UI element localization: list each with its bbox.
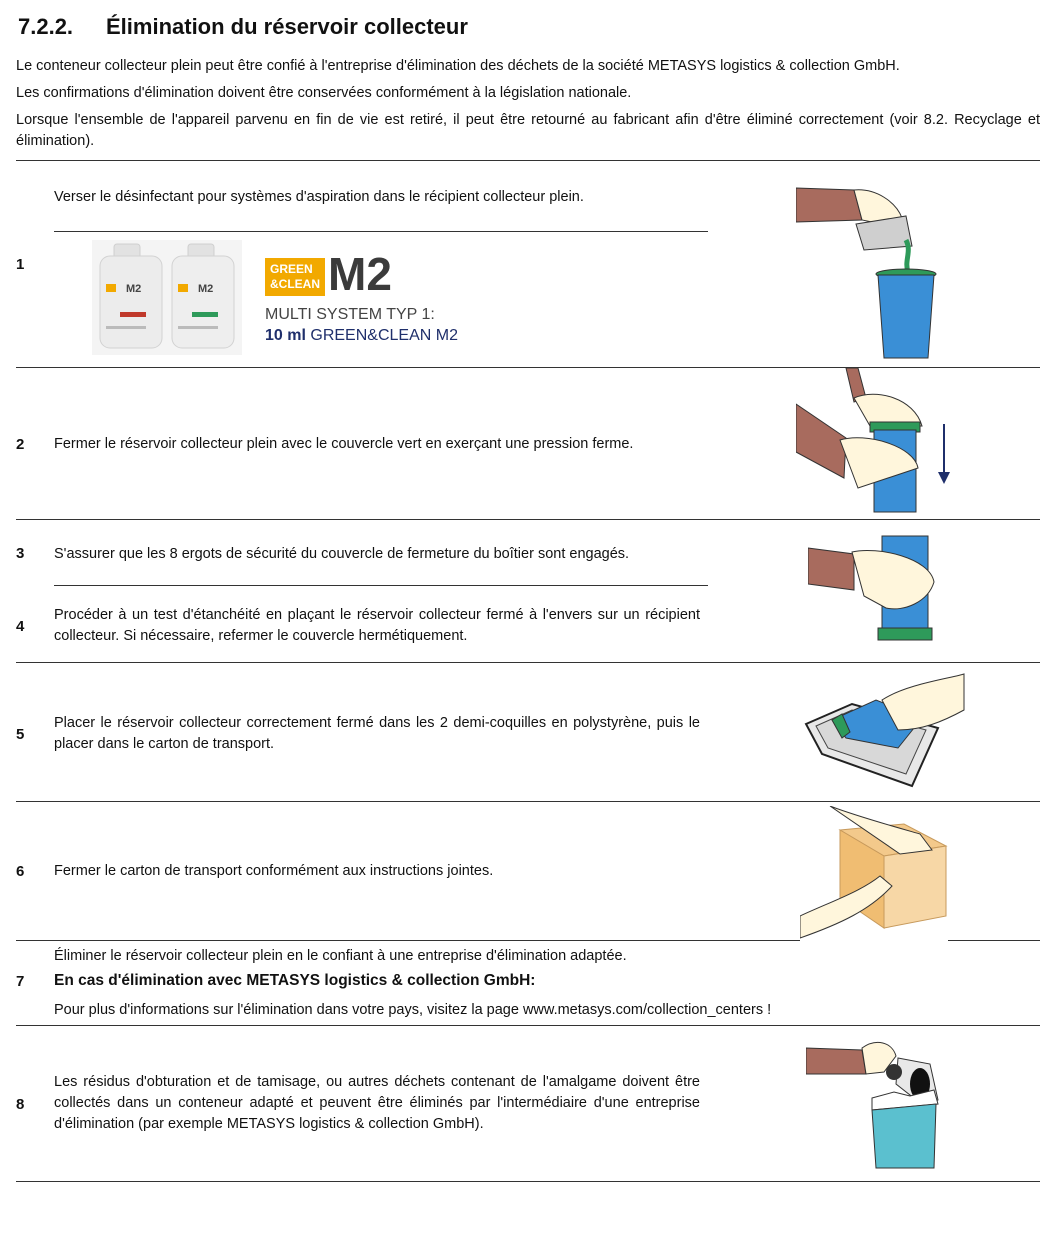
dose-name: GREEN&CLEAN M2: [310, 327, 458, 344]
step-6-text: Fermer le carton de transport conformément aux instructions jointes.: [54, 863, 494, 879]
step-1-text: Verser le désinfectant pour systèmes d'aspiration dans le récipient collecteur plein.: [54, 189, 584, 205]
divider: [16, 940, 800, 941]
leak-test-illustration: [808, 532, 938, 644]
dose-amount: 10 ml: [265, 327, 306, 344]
step-3-number: 3: [16, 545, 25, 562]
section-title-text: Élimination du réservoir collecteur: [106, 14, 468, 39]
step-4-number: 4: [16, 618, 25, 635]
bottle-1-label: M2: [126, 283, 142, 295]
step-3-text: S'assurer que les 8 ergots de sécurité du couvercle de fermeture du boîtier sont engagés.: [54, 546, 630, 562]
amalgam-waste-illustration: [806, 1034, 946, 1172]
step-2-number: 2: [16, 436, 25, 453]
pour-disinfectant-illustration: [796, 180, 946, 360]
green-clean-badge: [265, 258, 325, 296]
step-5-number: 5: [16, 726, 25, 743]
step-5-text: Placer le réservoir collecteur correctement fermé dans les 2 demi-coquilles en polystyrène, puis le placer dans le carton de transport.: [54, 715, 700, 752]
intro-paragraph-3: Lorsque l'ensemble de l'appareil parvenu en fin de vie est retiré, il peut être retourné au fabricant afin d'être éliminé correctement (voir 8.2. Recyclage et élimination).: [16, 112, 1040, 149]
close-lid-illustration: [796, 368, 956, 516]
step-2-text: Fermer le réservoir collecteur plein avec le couvercle vert en exerçant une pression ferme.: [54, 436, 634, 452]
step-7-extra-text: Pour plus d'informations sur l'élimination dans votre pays, visitez la page www.metasys.com/collection_centers !: [54, 1002, 772, 1018]
close-carton-illustration: [800, 806, 950, 940]
step-4-text: Procéder à un test d'étanchéité en plaçant le réservoir collecteur fermé à l'envers sur un récipient collecteur. Si nécessaire, refermer le couvercle hermétiquement.: [54, 607, 700, 644]
divider: [16, 662, 1040, 663]
bottle-2-label: M2: [198, 283, 214, 295]
divider: [16, 160, 1040, 161]
product-subtitle: MULTI SYSTEM TYP 1:: [265, 306, 435, 323]
step-7-text: Éliminer le réservoir collecteur plein en le confiant à une entreprise d'élimination adaptée.: [54, 948, 627, 964]
divider: [16, 1181, 1040, 1182]
divider: [16, 801, 1040, 802]
divider: [948, 940, 1040, 941]
step-6-number: 6: [16, 863, 25, 880]
step-7-number: 7: [16, 973, 25, 990]
step-7-bold-text: En cas d'élimination avec METASYS logistics & collection GmbH:: [54, 972, 536, 989]
divider-short: [54, 585, 708, 586]
step-8-number: 8: [16, 1096, 25, 1113]
intro-paragraph-1: Le conteneur collecteur plein peut être confié à l'entreprise d'élimination des déchets de la société METASYS logistics & collection GmbH.: [16, 58, 900, 74]
divider: [16, 1025, 1040, 1026]
badge-line-1: GREEN: [270, 262, 313, 276]
badge-line-2: &CLEAN: [270, 277, 320, 291]
divider: [16, 519, 1040, 520]
product-bottles-image: [92, 240, 242, 355]
intro-paragraph-2: Les confirmations d'élimination doivent être conservées conformément à la législation nationale.: [16, 85, 632, 101]
polystyrene-shells-illustration: [802, 670, 966, 790]
product-brand: M2: [328, 248, 392, 300]
section-title: [18, 14, 468, 40]
product-dose: [265, 327, 458, 345]
step-1-number: 1: [16, 256, 25, 273]
step-8-text: Les résidus d'obturation et de tamisage, ou autres déchets contenant de l'amalgame doivent être collectés dans un conteneur adapté et peuvent être éliminés par l'intermédiaire d'une entreprise d'élimination (par exemple METASYS logistics & collection GmbH).: [54, 1074, 700, 1132]
divider-short: [54, 231, 708, 232]
section-number: 7.2.2.: [18, 14, 74, 39]
